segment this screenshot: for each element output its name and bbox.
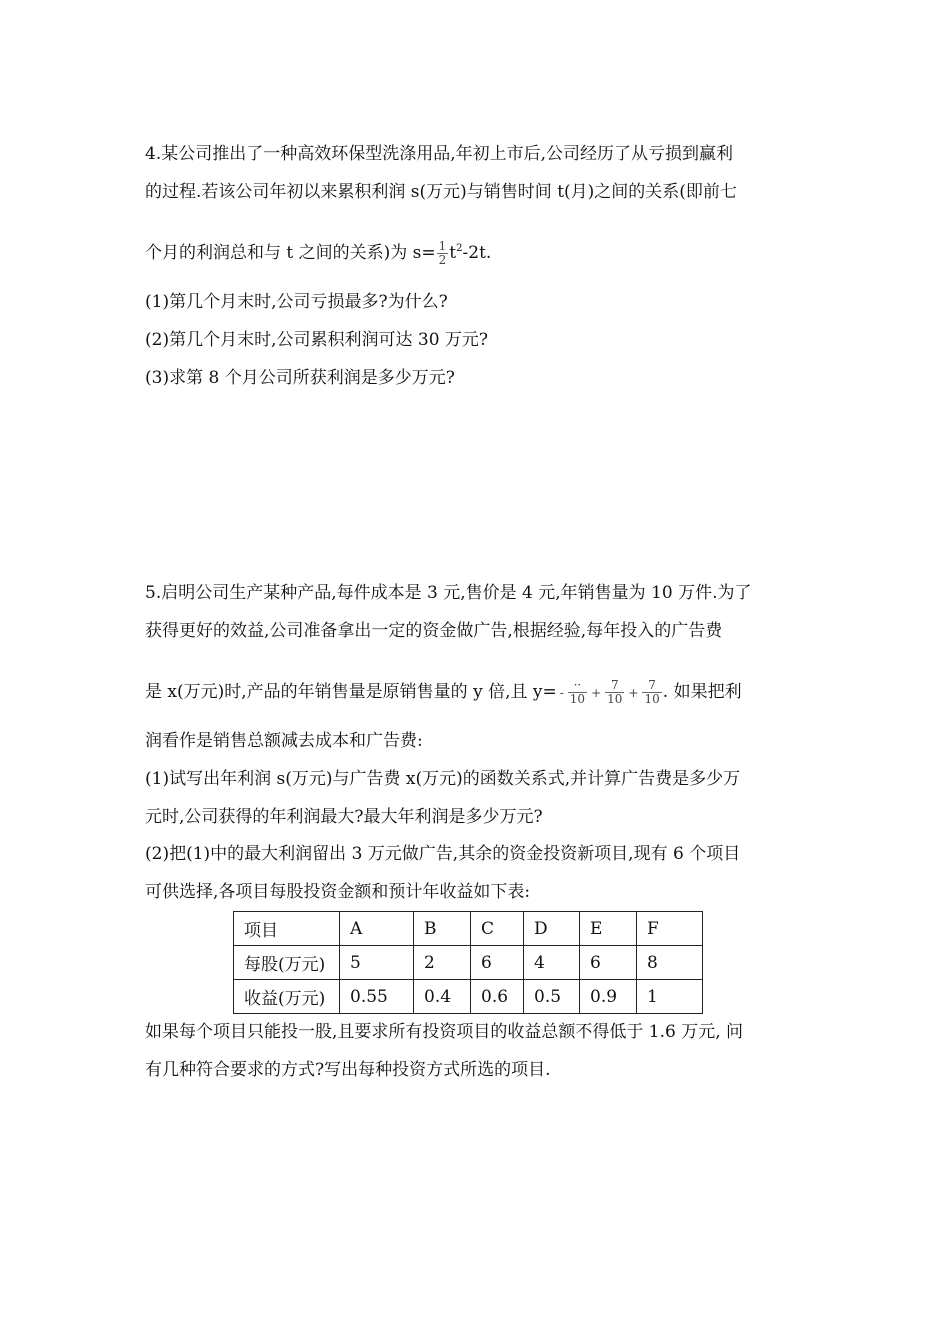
table-cell: 0.6 bbox=[471, 980, 524, 1014]
table-header-row bbox=[234, 912, 703, 946]
q5-closing-line-1: 如果每个项目只能投一股,且要求所有投资项目的收益总额不得低于 1.6 万元, 问 bbox=[145, 1022, 744, 1042]
table-header-cell: 项目 bbox=[234, 912, 340, 946]
table-cell: 收益(万元) bbox=[234, 980, 340, 1014]
q5-text-line-1: 5.启明公司生产某种产品,每件成本是 3 元,售价是 4 元,年销售量为 10 万件.为了 bbox=[145, 583, 752, 603]
q5-fraction-1-denominator: 10 bbox=[569, 692, 586, 706]
q5-text-line-4: 润看作是销售总额减去成本和广告费: bbox=[145, 731, 423, 751]
table-cell: 0.5 bbox=[524, 980, 580, 1014]
q4-text-line-3 bbox=[145, 240, 491, 267]
table-header-cell: F bbox=[637, 912, 703, 946]
q4-fraction bbox=[437, 240, 449, 267]
table-cell: 8 bbox=[637, 946, 703, 980]
q4-subquestion-3: (3)求第 8 个月公司所获利润是多少万元? bbox=[145, 368, 455, 388]
q5-fraction-2-numerator: 7 bbox=[605, 679, 624, 693]
q5-text-line-2: 获得更好的效益,公司准备拿出一定的资金做广告,根据经验,每年投入的广告费 bbox=[145, 621, 723, 641]
table-cell: 1 bbox=[637, 980, 703, 1014]
q4-exponent: 2 bbox=[456, 243, 463, 254]
q4-subquestion-1: (1)第几个月末时,公司亏损最多?为什么? bbox=[145, 292, 448, 312]
q5-closing-line-2: 有几种符合要求的方式?写出每种投资方式所选的项目. bbox=[145, 1060, 551, 1080]
q5-fraction-2-denominator: 10 bbox=[607, 692, 623, 706]
table-header-cell: A bbox=[340, 912, 414, 946]
q5-minus-sign: - bbox=[559, 685, 564, 700]
q5-fraction-3-numerator: 7 bbox=[642, 679, 661, 693]
table-row bbox=[234, 946, 703, 980]
investment-table bbox=[233, 911, 703, 1014]
q5-subquestion-2-line-2: 可供选择,各项目每股投资金额和预计年收益如下表: bbox=[145, 882, 531, 902]
q4-fraction-numerator: 1 bbox=[438, 239, 447, 253]
q5-line-3-text: 是 x(万元)时,产品的年销售量是原销售量的 y 倍,且 y= bbox=[145, 682, 557, 702]
table-cell: 0.55 bbox=[340, 980, 414, 1014]
table-cell: 5 bbox=[340, 946, 414, 980]
q5-fraction-3 bbox=[642, 679, 661, 706]
q5-line-3-end: . 如果把利 bbox=[662, 682, 742, 702]
table-cell: 0.9 bbox=[580, 980, 637, 1014]
q5-fraction-1 bbox=[568, 679, 587, 706]
q5-fraction-3-denominator: 10 bbox=[644, 692, 660, 706]
table-cell: 2 bbox=[414, 946, 471, 980]
table-cell: 6 bbox=[580, 946, 637, 980]
q5-subquestion-1-line-1: (1)试写出年利润 s(万元)与广告费 x(万元)的函数关系式,并计算广告费是多少万 bbox=[145, 769, 741, 789]
q5-subquestion-2-line-1: (2)把(1)中的最大利润留出 3 万元做广告,其余的资金投资新项目,现有 6 个项目 bbox=[145, 844, 741, 864]
q5-subquestion-1-line-2: 元时,公司获得的年利润最大?最大年利润是多少万元? bbox=[145, 807, 543, 827]
table-cell: 每股(万元) bbox=[234, 946, 340, 980]
table-header-cell: E bbox=[580, 912, 637, 946]
q5-plus-sign-1: + bbox=[591, 685, 602, 700]
table-header-cell: B bbox=[414, 912, 471, 946]
table-header-cell: D bbox=[524, 912, 580, 946]
q4-fraction-denominator: 2 bbox=[438, 253, 447, 267]
q4-subquestion-2: (2)第几个月末时,公司累积利润可达 30 万元? bbox=[145, 330, 489, 350]
q4-text-line-2: 的过程.若该公司年初以来累积利润 s(万元)与销售时间 t(月)之间的关系(即前七 bbox=[145, 182, 737, 202]
q4-line-3-text: 个月的利润总和与 t 之间的关系)为 s= bbox=[145, 243, 436, 263]
table-header-cell: C bbox=[471, 912, 524, 946]
table-cell: 0.4 bbox=[414, 980, 471, 1014]
q4-variable-t: t bbox=[449, 243, 457, 263]
table-cell: 6 bbox=[471, 946, 524, 980]
q4-line-3-end: -2t. bbox=[462, 243, 492, 263]
q5-fraction-2 bbox=[605, 679, 624, 706]
table-cell: 4 bbox=[524, 946, 580, 980]
q5-plus-sign-2: + bbox=[628, 685, 639, 700]
table-row bbox=[234, 980, 703, 1014]
q5-fraction-1-numerator: ·· bbox=[568, 679, 587, 693]
q4-text-line-1: 4.某公司推出了一种高效环保型洗涤用品,年初上市后,公司经历了从亏损到赢利 bbox=[145, 144, 734, 164]
q5-text-line-3 bbox=[145, 679, 742, 706]
